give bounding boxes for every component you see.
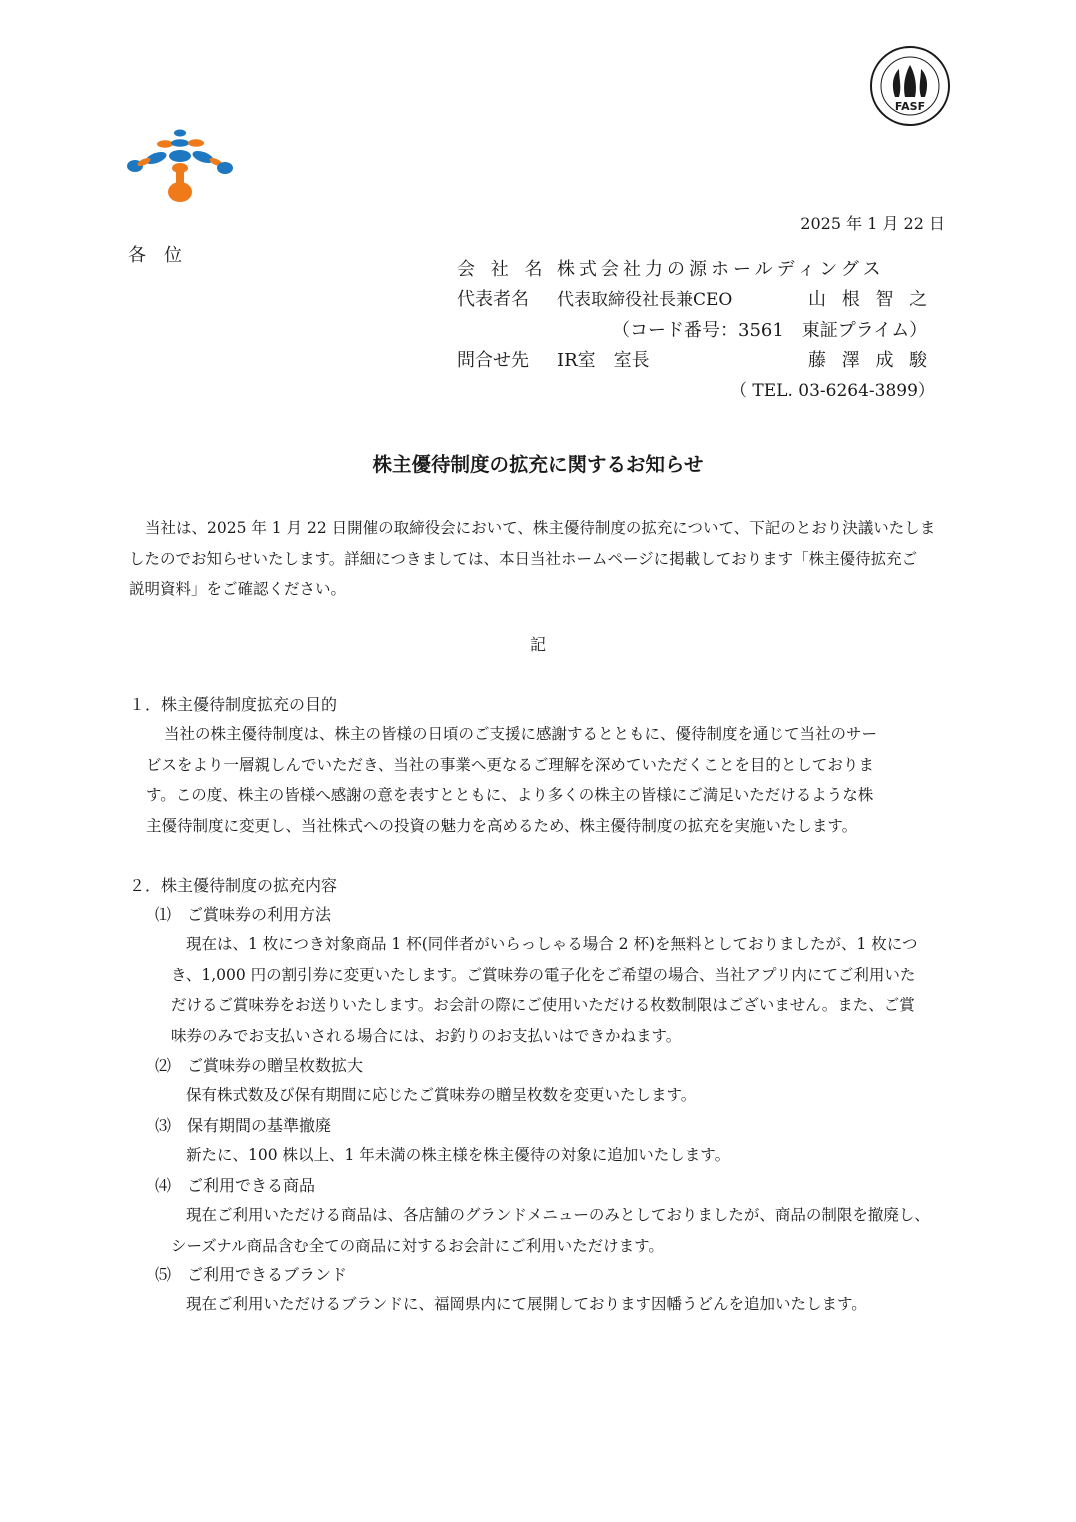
section1-line: す。この度、株主の皆様へ感謝の意を表すとともに、より多くの株主の皆様にご満足いただけるような株 [146, 786, 874, 804]
item1-line: 味券のみでお支払いされる場合には、お釣りのお支払いはできかねます。 [171, 1026, 682, 1045]
section1-line: 主優待制度に変更し、当社株式への投資の魅力を高めるため、株主優待制度の拡充を実施いたします。 [146, 816, 858, 835]
representative-title: 代表取締役社長兼CEO [557, 290, 733, 310]
intro-paragraph [129, 513, 959, 605]
item1-line: 現在は、1 枚につき対象商品 1 杯(同伴者がいらっしゃる場合 2 杯)を無料としておりましたが、1 枚につ [186, 935, 918, 953]
logo-left-upper-dot [157, 140, 173, 148]
section1-heading: １．株主優待制度拡充の目的 [129, 695, 338, 714]
section1-line: 当社の株主優待制度は、株主の皆様の日頃のご支援に感謝するとともに、優待制度を通じて当社のサー [164, 725, 878, 743]
item3-line: 新たに、100 株以上、1 年未満の株主様を株主優待の対象に追加いたします。 [186, 1146, 731, 1164]
company-logo [126, 128, 234, 206]
representative-label: 代表者名 [457, 289, 529, 310]
seal-flame-right [920, 69, 927, 97]
seal-flame-center [904, 65, 916, 97]
logo-center-dot [171, 139, 189, 147]
contact-name: 藤 澤 成 駿 [808, 350, 933, 371]
logo-right-mid-blue [191, 149, 215, 166]
item4-body [171, 1200, 956, 1261]
section2-heading: ２．株主優待制度の拡充内容 [129, 876, 338, 895]
logo-right-upper-dot [188, 139, 204, 147]
item2-body [186, 1080, 696, 1111]
item4-line: シーズナル商品含む全ての商品に対するお会計にご利用いただけます。 [171, 1236, 664, 1255]
addressee: 各 位 [128, 245, 182, 266]
contact-department: IR室 室長 [557, 350, 650, 371]
logo-base [168, 182, 192, 202]
item5-label: ⑸ ご利用できるブランド [155, 1265, 348, 1284]
logo-center-blue [169, 150, 191, 162]
intro-line: したのでお知らせいたします。詳細につきましては、本日当社ホームページに掲載しております「株主優待拡充ご [129, 549, 918, 568]
representative-name: 山 根 智 之 [808, 289, 933, 310]
stock-code: （コード番号：3561 東証プライム） [612, 320, 928, 341]
item1-line: き、1,000 円の割引券に変更いたします。ご賞味券の電子化をご希望の場合、当社アプリ内にてご利用いた [171, 965, 916, 984]
ki-heading: 記 [529, 635, 546, 654]
item1-body [171, 929, 956, 1051]
section1-line: ビスをより一層親しんでいただき、当社の事業へ更なるご理解を深めていただくことを目的としておりま [146, 755, 874, 774]
contact-tel: （ TEL. 03-6264-3899） [730, 381, 935, 401]
section1-body [146, 719, 956, 841]
logo-center-orange [172, 163, 188, 173]
company-name-label: 会 社 名 [457, 259, 548, 280]
document-date: 2025 年 1 月 22 日 [800, 214, 945, 233]
item1-line: だけるご賞味券をお送りいたします。お会計の際にご使用いただける枚数制限はございません。また、ご賞 [171, 996, 915, 1014]
item4-label: ⑷ ご利用できる商品 [155, 1176, 316, 1195]
company-name: 株式会社力の源ホールディングス [557, 259, 885, 280]
item2-line: 保有株式数及び保有期間に応じたご賞味券の贈呈枚数を変更いたします。 [186, 1086, 697, 1104]
intro-line: 当社は、2025 年 1 月 22 日開催の取締役会において、株主優待制度の拡充について、下記のとおり決議いたしま [145, 519, 936, 537]
logo-right-outer-blue [217, 162, 233, 174]
item3-label: ⑶ 保有期間の基準撤廃 [155, 1116, 332, 1135]
intro-line: 説明資料」をご確認ください。 [129, 580, 347, 598]
contact-label: 問合せ先 [457, 350, 529, 371]
item3-body [186, 1140, 730, 1171]
seal-flame-left [893, 69, 900, 97]
logo-top-dot [174, 130, 186, 137]
item1-label: ⑴ ご賞味券の利用方法 [155, 905, 332, 924]
item4-line: 現在ご利用いただける商品は、各店舗のグランドメニューのみとしておりましたが、商品の制限を撤廃し、 [186, 1206, 930, 1224]
seal-text: FASF [894, 100, 926, 113]
item5-line: 現在ご利用いただけるブランドに、福岡県内にて展開しております因幡うどんを追加いたします。 [186, 1295, 867, 1313]
item2-label: ⑵ ご賞味券の贈呈枚数拡大 [155, 1056, 364, 1075]
item5-body [186, 1289, 867, 1320]
document-title: 株主優待制度の拡充に関するお知らせ [372, 453, 704, 476]
fasf-seal-logo [869, 45, 951, 127]
